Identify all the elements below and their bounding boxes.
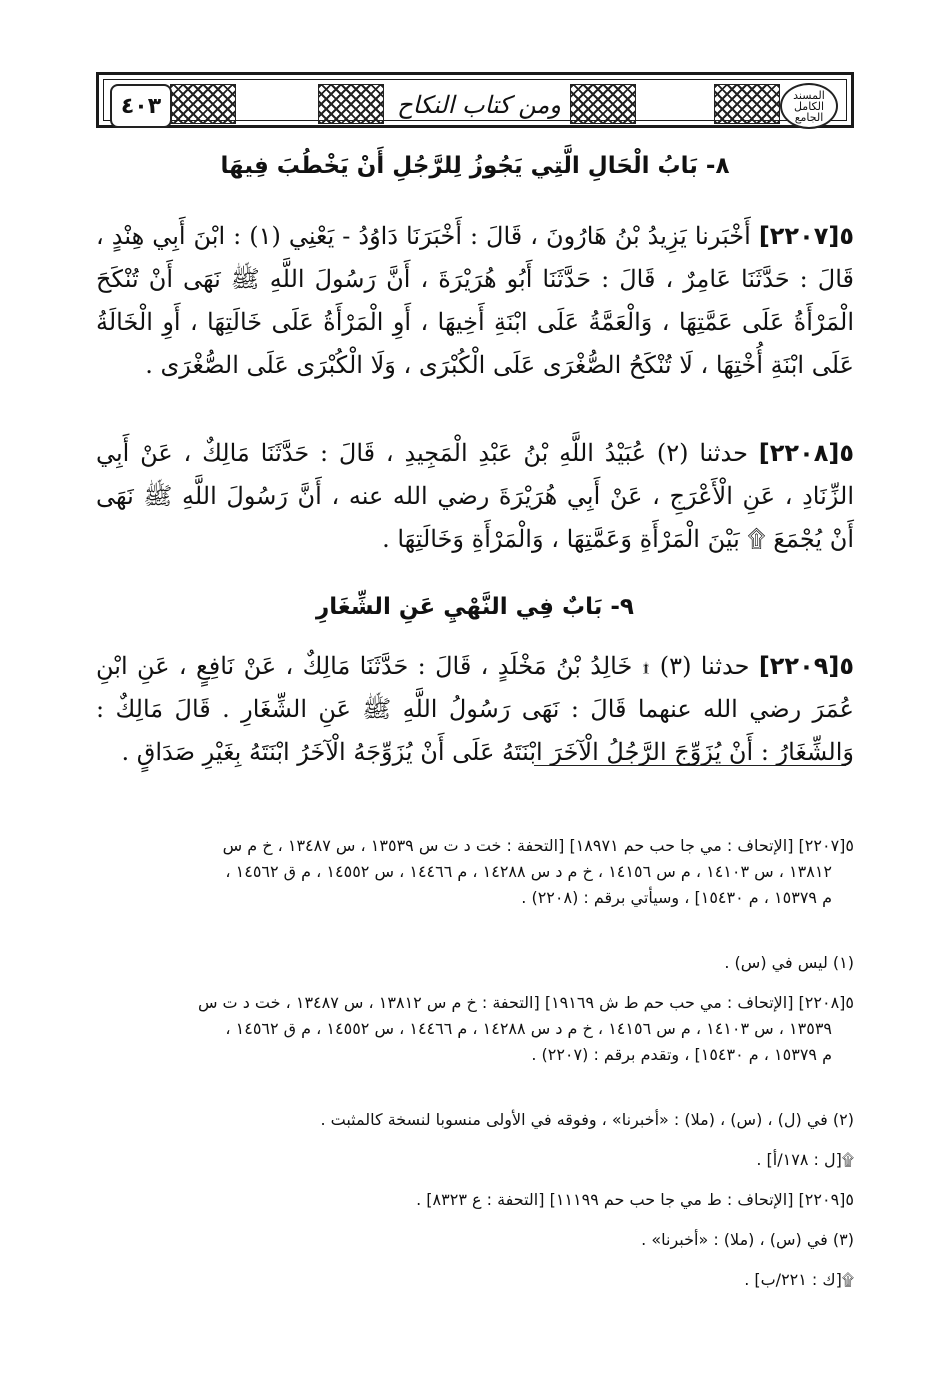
footnote-2208 <box>96 990 854 1068</box>
hadith-ref: ٥[٢٢٠٨] <box>758 439 854 467</box>
hadith-ref: ٥[٢٢٠٧] <box>758 222 854 250</box>
footnote-line: م ١٥٣٧٩ ، م ١٥٤٣٠] ، وتقدم برقم : (٢٢٠٧) . <box>531 1045 832 1064</box>
ornament-icon <box>318 84 384 124</box>
book-medallion-icon <box>780 83 838 129</box>
hadith-ref: ٥[٢٢٠٩] <box>758 652 854 680</box>
footnote-line: (١) ليس في (س) . <box>724 953 854 972</box>
page-number: ٤٠٣ <box>120 93 162 119</box>
header-frame <box>103 79 847 124</box>
footnote-line: ۩[ك : ٢٢١/ب] . <box>744 1270 854 1289</box>
hadith-2207 <box>96 215 854 387</box>
chapter-heading: ٩- بَابٌ فِي النَّهْيِ عَنِ الشِّغَارِ <box>316 594 634 620</box>
footnote-line: ٥[٢٢٠٨] [الإتحاف : مي حب حم ط ش ١٩١٦٩] [التحفة : خ م س ١٣٨١٢ ، س ١٣٤٨٧ ، خت د ت س <box>197 993 854 1012</box>
footnote-page-mark <box>96 1267 876 1293</box>
medallion-text: المسند الكامل الجامع <box>793 88 825 124</box>
footnote-page-mark <box>96 1147 876 1173</box>
footnote-line: م ١٥٣٧٩ ، م ١٥٤٣٠] ، وسيأتي برقم : (٢٢٠٨) . <box>521 888 832 907</box>
footnote-line: ٥[٢٢٠٩] [الإتحاف : ط مي جا حب حم ١١١٩٩] [التحفة : ع ٨٣٢٣] . <box>416 1190 854 1209</box>
footnote-separator <box>534 765 846 766</box>
ornament-icon <box>570 84 636 124</box>
footnote-3 <box>96 1227 876 1253</box>
footnote-line: ١٣٨١٢ ، س ١٤١٠٣ ، م س ١٤١٥٦ ، خ م د س ١٤٢٨٨ ، م ١٤٤٦٦ ، س ١٤٥٥٢ ، م ق ١٤٥٦٢ ، <box>225 862 832 881</box>
footnote-2209 <box>96 1187 876 1213</box>
ornament-icon <box>714 84 780 124</box>
footnote-1 <box>96 950 876 976</box>
chapter-heading: ٨- بَابُ الْحَالِ الَّتِي يَجُوزُ لِلرَّجُلِ أَنْ يَخْطُبَ فِيهَا <box>220 153 730 179</box>
running-title: ومن كتاب النكاح <box>397 91 561 119</box>
page-number-box <box>110 84 172 128</box>
hadith-2209 <box>96 645 854 774</box>
hadith-text: حدثنا (٣) ۩ خَالِدُ بْنُ مَخْلَدٍ ، قَالَ : حَدَّثَنَا مَالِكٌ ، عَنْ نَافِعٍ ، عَنِ ابْنِ عُمَرَ رضي الله عنهما قَالَ : نَهَى رَسُولُ اللَّهِ ﷺ عَنِ الشِّغَارِ . قَالَ مَالِكٌ : وَالشِّغَارُ : أَنْ يُزَوِّجَ الرَّجُلُ الْآخَرَ ابْنَتَهُ عَلَى أَنْ يُزَوِّجَهُ الْآخَرُ ابْنَتَهُ بِغَيْرِ صَدَاقٍ . <box>96 652 854 766</box>
footnote-line: ٥[٢٢٠٧] [الإتحاف : مي جا حب حم ١٨٩٧١] [التحفة : خت د ت س ١٣٥٣٩ ، س ١٣٤٨٧ ، خ م س <box>222 836 854 855</box>
page-header <box>96 72 854 128</box>
footnote-line: (٣) في (س) ، (ملا) : «أخبرنا» . <box>641 1230 854 1249</box>
footnote-line: ۩[ل : ١٧٨/أ] . <box>756 1150 854 1169</box>
footnote-line: (٢) في (ل) ، (س) ، (ملا) : «أخبرنا» ، وفوقه في الأولى منسوبا لنسخة كالمثبت . <box>320 1110 854 1129</box>
footnote-2207 <box>96 833 854 911</box>
ornament-icon <box>170 84 236 124</box>
hadith-2208 <box>96 432 854 561</box>
hadith-text: أَخْبَرنا يَزِيدُ بْنُ هَارُونَ ، قَالَ : أَخْبَرَنَا دَاوُدُ - يَعْنِي (١) : ابْنَ أَبِي هِنْدٍ ، قَالَ : حَدَّثَنَا عَامِرٌ ، قَالَ : حَدَّثَنَا أَبُو هُرَيْرَةَ ، أَنَّ رَسُولَ اللَّهِ ﷺ نَهَى أَنْ تُنْكَحَ الْمَرْأَةُ عَلَى عَمَّتِهَا ، وَالْعَمَّةُ عَلَى ابْنَةِ أَخِيهَا ، أَوِ الْمَرْأَةُ عَلَى خَالَتِهَا ، أَوِ الْخَالَةُ عَلَى ابْنَةِ أُخْتِهَا ، لَا تُنْكَحُ الصُّغْرَى عَلَى الْكُبْرَى ، وَلَا الْكُبْرَى عَلَى الصُّغْرَى . <box>96 222 855 379</box>
footnote-line: ١٣٥٣٩ ، س ١٤١٠٣ ، م س ١٤١٥٦ ، خ م د س ١٤٢٨٨ ، م ١٤٤٦٦ ، س ١٤٥٥٢ ، م ق ١٤٥٦٢ ، <box>225 1019 832 1038</box>
hadith-text: حدثنا (٢) عُبَيْدُ اللَّهِ بْنُ عَبْدِ الْمَجِيدِ ، قَالَ : حَدَّثَنَا مَالِكٌ ، عَنْ أَبِي الزِّنَادِ ، عَنِ الْأَعْرَجِ ، عَنْ أَبِي هُرَيْرَةَ رضي الله عنه ، أَنَّ رَسُولَ اللَّهِ ﷺ نَهَى أَنْ يُجْمَعَ ۩ بَيْنَ الْمَرْأَةِ وَعَمَّتِهَا ، وَالْمَرْأَةِ وَخَالَتِهَا . <box>96 439 854 553</box>
footnote-2 <box>96 1107 876 1133</box>
